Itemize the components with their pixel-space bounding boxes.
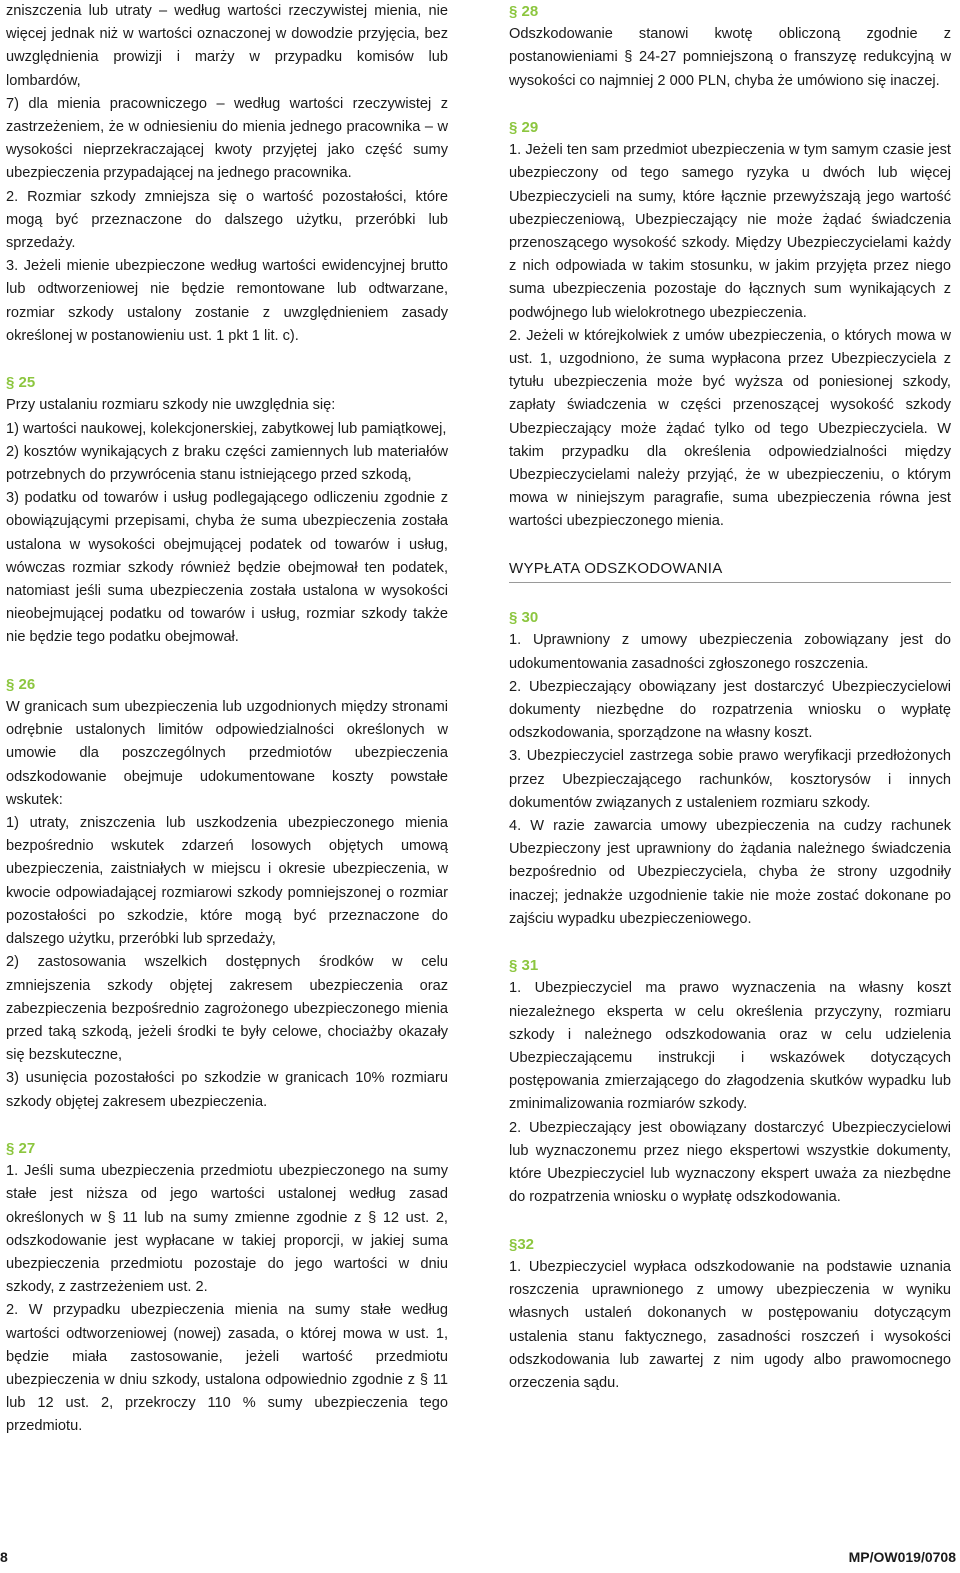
paragraph: 1) wartości naukowej, kolekcjonerskiej, zabytkowej lub pamiątkowej,	[6, 420, 447, 437]
paragraph: 2) kosztów wynikających z braku części zamiennych lub materiałów potrzebnych do przywrócenia stanu istniejącego przed szkodą,	[6, 443, 448, 484]
paragraph: 2. Jeżeli w którejkolwiek z umów ubezpieczenia, o których mowa w ust. 1, uzgodniono, że suma wypłacona przez Ubezpieczyciela z tytułu ubezpieczenia może być wyższa od poniesionej szkody, zapłaty świadczenia w części przenoszącej wysokość szkody Ubezpieczający może żądać tylko od tego Ubezpieczyciela. W takim przypadku dla określenia odpowiedzialności między Ubezpieczycielami należy przyjąć, że w ubezpieczeniu, o którym mowa w niniejszym paragrafie, suma ubezpieczenia równa jest wartości ubezpieczonego mienia.	[509, 327, 951, 530]
left-column	[6, 0, 448, 1439]
paragraph: 3) usunięcia pozostałości po szkodzie w granicach 10% rozmiaru szkody objętej zakresem ubezpieczenia.	[6, 1070, 448, 1110]
paragraph: zniszczenia lub utraty – według wartości rzeczywistej mienia, nie więcej jednak niż w wartości oznaczonej w dowodzie przyjęcia, bez uwzględnienia prowizji i marży w przypadku komisów lub lombardów,	[6, 3, 448, 89]
paragraph: 2. Rozmiar szkody zmniejsza się o wartość pozostałości, które mogą być przeznaczone do dalszego użytku, przeróbki lub sprzedaży.	[6, 188, 448, 252]
paragraph-heading-27: § 27	[6, 1139, 36, 1157]
paragraph: 2. Ubezpieczający jest obowiązany dostarczyć Ubezpieczycielowi lub wyznaczonemu przez niego ekspertowi wszystkie dokumenty, które Ubezpieczyciel lub wyznaczony ekspert uważa za niezbędne do rozpatrzenia wniosku o wypłatę odszkodowania.	[509, 1119, 951, 1206]
paragraph: 3. Ubezpieczyciel zastrzega sobie prawo weryfikacji przedłożonych przez Ubezpieczającego rachunków, kosztorysów i innych dokumentów związanych z ustaleniem rozmiaru szkody.	[509, 748, 951, 811]
right-column	[509, 0, 951, 1395]
section-title: WYPŁATA ODSZKODOWANIA	[509, 557, 951, 583]
document-code: MP/OW019/0708	[848, 1549, 956, 1565]
paragraph: Odszkodowanie stanowi kwotę obliczoną zgodnie z postanowieniami § 24-27 pomniejszoną o franszyzę redukcyjną w wysokości co najmniej 2 000 PLN, chyba że umówiono się inaczej.	[509, 26, 951, 89]
paragraph: 1. Jeżeli ten sam przedmiot ubezpieczenia w tym samym czasie jest ubezpieczony od tego samego ryzyka u dwóch lub więcej Ubezpieczycieli na sumy, które łącznie przewyższają jego wartość ubezpieczeniową, Ubezpieczający nie może żądać świadczenia przenoszącego wysokość szkody. Między Ubezpieczycielami każdy z nich odpowiada w takim stosunku, w jakim przyjęta przez niego suma ubezpieczenia pozostaje do łącznych sum wynikających z podwójnego lub wielokrotnego ubezpieczenia.	[509, 142, 951, 321]
paragraph-heading-28: § 28	[509, 3, 539, 20]
paragraph: 1) utraty, zniszczenia lub uszkodzenia ubezpieczonego mienia bezpośrednio wskutek zdarzeń losowych objętych umową ubezpieczenia, zaistniałych w miejscu i okresie ubezpieczenia, w kwocie odpowiadającej rozmiarowi szkody pomniejszonej o rozmiar pozostałości po szkodzie, które mogą być przeznaczone do dalszego użytku, przeróbki lub sprzedaży,	[6, 815, 448, 948]
paragraph-heading-31: § 31	[509, 957, 539, 975]
paragraph: 4. W razie zawarcia umowy ubezpieczenia na cudzy rachunek Ubezpieczony jest uprawniony do żądania należnego świadczenia bezpośrednio od Ubezpieczyciela, chyba że strony uzgodniły inaczej; jednakże uzgodnienie takie nie może zostać dokonane po zajściu wypadku ubezpieczeniowego.	[509, 818, 951, 927]
page-number: 8	[0, 1549, 8, 1565]
paragraph-heading-25: § 25	[6, 374, 36, 392]
paragraph: Przy ustalaniu rozmiaru szkody nie uwzględnia się:	[6, 397, 336, 414]
paragraph: 2. Ubezpieczający obowiązany jest dostarczyć Ubezpieczycielowi dokumenty niezbędne do rozpatrzenia wniosku o wypłatę odszkodowania, sporządzone na własny koszt.	[509, 678, 951, 742]
paragraph: 1. Ubezpieczyciel wypłaca odszkodowanie na podstawie uznania roszczenia uprawnionego z umowy ubezpieczenia w wyniku własnych ustaleń dokonanych w postępowaniu dotyczącym ustalenia stanu faktycznego, zasadności roszczeń i wysokości odszkodowania lub zawartej z nim ugody albo prawomocnego orzeczenia sądu.	[509, 1258, 951, 1391]
paragraph: 3) podatku od towarów i usług podlegającego odliczeniu zgodnie z obowiązującymi przepisami, chyba że suma ubezpieczenia została ustalona w wysokości obejmującej podatek od towarów i usług, wówczas rozmiar szkody również będzie obejmował ten podatek, natomiast jeśli suma ubezpieczenia została ustalona w wysokości nieobejmującej podatku od towarów i usług, rozmiar szkody także nie będzie tego podatku obejmował.	[6, 490, 448, 646]
paragraph: 7) dla mienia pracowniczego – według wartości rzeczywistej z zastrzeżeniem, że w odniesieniu do mienia jednego pracownika – w wysokości nieprzekraczającej kwoty przyjętej jako część sumy ubezpieczenia przypadającej na jednego pracownika.	[6, 95, 448, 182]
paragraph-heading-32: §32	[509, 1235, 535, 1253]
paragraph: 1. Uprawniony z umowy ubezpieczenia zobowiązany jest do udokumentowania zasadności zgłoszonego roszczenia.	[509, 632, 951, 672]
paragraph-heading-30: § 30	[509, 609, 539, 627]
paragraph: 2. W przypadku ubezpieczenia mienia na sumy stałe według wartości odtworzeniowej (nowej) zasada, o której mowa w ust. 1, będzie miała zastosowanie, jeżeli wartość przedmiotu ubezpieczenia w dniu szkody, ustalona odpowiednio zgodnie z § 11 lub 12 ust. 2, przekroczy 110 % sumy ubezpieczenia tego przedmiotu.	[6, 1302, 448, 1435]
paragraph: 2) zastosowania wszelkich dostępnych środków w celu zmniejszenia szkody objętej zakresem ubezpieczenia oraz zabezpieczenia bezpośrednio zagrożonego ubezpieczonego mienia przed taką szkodą, jeżeli środki te były celowe, chociażby okazały się bezskuteczne,	[6, 954, 448, 1064]
paragraph: 1. Ubezpieczyciel ma prawo wyznaczenia na własny koszt niezależnego eksperta w celu określenia przyczyny, rozmiaru szkody i należnego odszkodowania oraz w celu udzielenia Ubezpieczającemu instrukcji i wskazówek dotyczących postępowania zmierzającego do złagodzenia skutków wypadku lub zminimalizowania rozmiarów szkody.	[509, 980, 951, 1113]
paragraph-heading-29: § 29	[509, 119, 539, 136]
paragraph: W granicach sum ubezpieczenia lub uzgodnionych między stronami odrębnie ustalonych limitów odpowiedzialności określonych w umowie dla poszczególnych przedmiotów ubezpieczenia odszkodowanie obejmuje udokumentowane koszty powstałe wskutek:	[6, 699, 448, 808]
paragraph: 3. Jeżeli mienie ubezpieczone według wartości ewidencyjnej brutto lub odtworzeniowej nie będzie remontowane lub odtwarzane, rozmiar szkody ustalony zostanie z uwzględnieniem zasady określonej w postanowieniu ust. 1 pkt 1 lit. c).	[6, 258, 448, 344]
paragraph-heading-26: § 26	[6, 675, 36, 693]
paragraph: 1. Jeśli suma ubezpieczenia przedmiotu ubezpieczonego na sumy stałe jest niższa od jego wartości ustalonej według zasad określonych w § 11 lub na sumy zmienne zgodnie z § 12 ust. 2, odszkodowanie jest wypłacane w takiej proporcji, w jakiej suma ubezpieczenia przedmiotu pozostaje do jego wartości w dniu szkody, z zastrzeżeniem ust. 2.	[6, 1163, 448, 1296]
